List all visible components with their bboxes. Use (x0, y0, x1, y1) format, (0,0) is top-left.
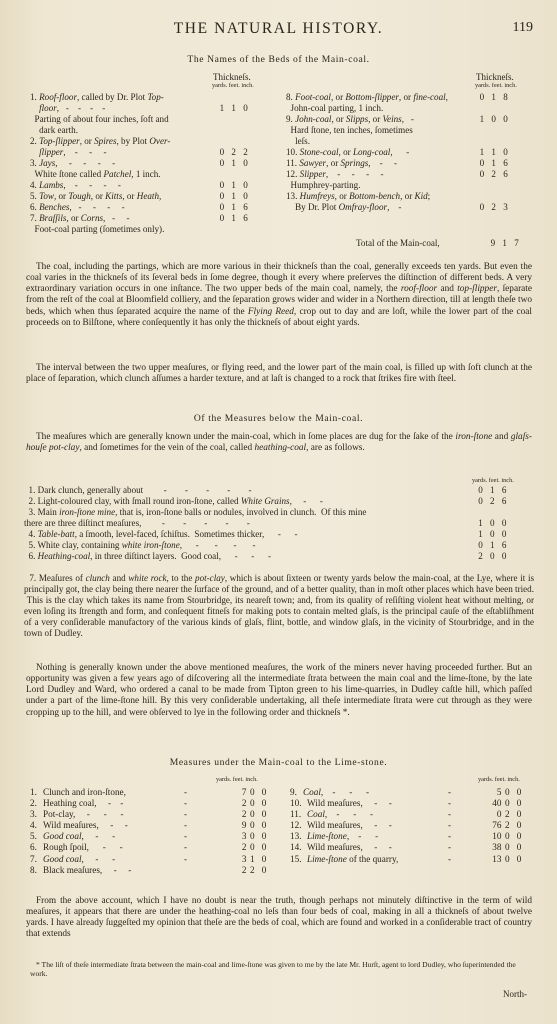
below-measure-7 (24, 573, 534, 639)
lime-right-thickness-part: 0 (505, 853, 510, 864)
lime-left-thickness-part: 2 (241, 798, 247, 809)
bed-right-entry-4-thickness-part: 1 (491, 147, 496, 157)
lime-right-thickness-part: 40 (492, 798, 502, 809)
below-measures-list (24, 485, 534, 562)
lime-left-thickness-part: 7 (241, 787, 247, 797)
below-measure-thickness-part: 6 (501, 496, 507, 507)
lime-right-row (290, 831, 535, 842)
lime-right-thickness-part: 0 (516, 809, 522, 820)
bed-right-entry-8-thickness (476, 202, 511, 213)
below-measure-thickness-part: 0 (490, 518, 495, 529)
below-measure-thickness (475, 496, 510, 507)
paragraph-canal-strata: Nothing is generally known under the above mentioned meaſures, the work of the miners never having proceeded further. But an opportunity was given a few years ago of diſcovering all the intermediate ſtrata between the main coal and the lime-ſtone, by the late Lord Dudley and Ward, who ordered a canal to be made from Tipton green to his lime-quarries, in Dudley caſtle hill, which paſſed under a part of the lime-ſtone hill. By this very conſiderable undertaking, all theſe intermediate ſtrata were cut through as they were cropping up to the hill, and were obſerved to lye in the following order and thickneſs *. (26, 663, 532, 718)
lime-right-row (290, 787, 535, 798)
lime-right-leader: - (448, 853, 452, 864)
below-measure-text: 3. Main iron-ſtone mine, that is, iron-ſtone balls or nodules, involved in clunch. Of this mine (24, 507, 367, 518)
lime-left-name: Rough ſpoil, - - (43, 842, 123, 853)
lime-left-thickness (228, 842, 270, 853)
bed-right-entry-2-thickness (476, 114, 511, 125)
bed-right-entry-4-thickness-part: 0 (503, 147, 508, 157)
paragraph-coal-thickness: The coal, including the partings, which are more various in their thickneſs than the coal, generally exceeds ten yards. But even the coal varies in the thickneſs of its ſeveral beds in ſome degree, though it every where preſerves the diſtinction of different beds. A very extraordinary variation occurs in one inſtance. The two upper beds of the main coal, namely, the roof-floor and top-ſlipper, ſeparate from the reſt of the coal at Bloomfield colliery, and the ſeparation grows wider and wider in a Northern direction, till at length theſe two beds, which when thus ſeparated acquire the name of the Flying Reed, crop out to day and are loſt, while the lower part of the coal proceeds on to Bilſtone, where conſequently it has only the thickneſs of about eight yards. (26, 262, 532, 328)
lime-right-thickness (483, 798, 525, 809)
lime-left-thickness-part: 0 (250, 809, 255, 820)
bed-left-entry-8-thickness-part: 0 (219, 213, 225, 223)
lime-right-thickness-part: 0 (496, 809, 502, 820)
bed-left-entry-5-thickness-part: 1 (231, 180, 236, 190)
bed-right-entry-4-thickness (476, 147, 511, 158)
lime-right-thickness-part: 2 (505, 809, 510, 820)
lime-units-left: yards. feet. inch. (216, 776, 258, 783)
beds-heading: The Names of the Beds of the Main-coal. (187, 54, 370, 65)
lime-right-leader: - (448, 842, 452, 853)
below-measure-row (24, 551, 534, 562)
bed-right-entry-6-thickness-part: 2 (491, 169, 496, 179)
below-measure-thickness-part: 0 (478, 496, 483, 507)
below-measure-thickness (475, 529, 510, 540)
bed-right-entry-4-thickness-part: 1 (479, 147, 485, 157)
beds-total-value (487, 238, 522, 249)
lime-left-number: 2. (30, 798, 37, 809)
lime-right-thickness-part: 0 (516, 820, 522, 831)
bed-left-entry-0-thickness-part: 0 (243, 103, 248, 113)
below-measure-thickness-part: 0 (490, 551, 495, 562)
beds-total-digits (487, 238, 522, 248)
bed-right-entry-0-thickness-part: 8 (503, 92, 508, 102)
bed-right-entry-3-line: Hard ſtone, ten inches, ſometimes (286, 125, 413, 135)
bed-left-entry-6-thickness-part: 1 (231, 191, 236, 201)
lime-left-thickness-part: 9 (241, 820, 247, 831)
lime-right-thickness-part: 13 (492, 853, 502, 864)
bed-left-entry-5-line: 4. Lambs, - - - - (30, 180, 121, 190)
lime-left-name: Wild meaſures, - - (43, 820, 128, 831)
below-measure-thickness-part: 0 (501, 518, 507, 529)
bed-left-entry-0-thickness-part: 1 (231, 103, 236, 113)
below-measure-row (24, 529, 534, 540)
lime-left-thickness-part: 0 (250, 820, 255, 831)
lime-left-leader: - (184, 798, 188, 809)
bed-right-entry-8-thickness-part: 0 (479, 202, 485, 212)
bed-left-entry-3-thickness-part: 0 (243, 158, 248, 168)
below-measure-thickness-part: 1 (478, 529, 483, 540)
lime-right-number: 11. (290, 809, 302, 820)
lime-right-number: 14. (290, 842, 302, 853)
below-measure-thickness-part: 6 (501, 540, 507, 551)
bed-right-entry-8-line: By Dr. Plot Omfray-floor, - (286, 202, 402, 212)
lime-right-name: Lime-ſtone, - - (307, 831, 379, 842)
lime-left-thickness-part: 0 (250, 787, 255, 797)
bed-left-entry-4-line: White ſtone called Patchel, 1 inch. (30, 169, 161, 179)
lime-left-thickness (228, 854, 270, 865)
bed-left-entry-8-thickness-part: 1 (231, 213, 236, 223)
below-measure-thickness (475, 551, 510, 562)
lime-right-name: Coal, - - - (303, 787, 370, 797)
beds-total-label: Total of the Main-coal, (356, 238, 440, 248)
lime-left-row (30, 865, 280, 876)
bed-right-entry-8-thickness-part: 2 (491, 202, 496, 212)
lime-left-thickness (228, 787, 270, 798)
lime-right-number: 13. (290, 831, 302, 842)
bed-left-entry-7-thickness-part: 0 (219, 202, 225, 212)
lime-right-thickness (483, 842, 525, 853)
running-head: THE NATURAL HISTORY. (173, 20, 384, 37)
lime-left-thickness-part: 0 (250, 831, 255, 842)
lime-list-left (30, 787, 280, 876)
lime-left-number: 1. (30, 787, 37, 797)
lime-right-thickness (483, 831, 525, 842)
below-intro: The meaſures which are generally known under the main-coal, which in ſome places are dug for the ſake of the iron-ſtone and glaſs-houſe pot-clay, and ſometimes for the vein of the coal, called heathing-coal, are as follows. (26, 432, 532, 454)
lime-right-thickness-part: 0 (516, 798, 522, 809)
bed-left-entry-3-thickness (216, 158, 251, 169)
lime-right-name: Lime-ſtone of the quarry, (307, 853, 399, 864)
below-measure-thickness-part: 0 (490, 529, 495, 540)
lime-left-row (30, 787, 280, 798)
lime-left-thickness-part: 0 (261, 853, 267, 864)
below-units: yards. feet. inch. (472, 477, 514, 484)
lime-left-name: Heathing coal, - - (43, 798, 124, 809)
lime-right-leader: - (448, 787, 452, 797)
bed-right-entry-4-line: 10. Stone-coal, or Long-coal, - (286, 147, 410, 157)
below-measure-row (24, 540, 534, 551)
lime-left-thickness-part: 0 (250, 842, 255, 853)
lime-left-thickness-part: 2 (241, 809, 247, 820)
bed-right-entry-5-thickness-part: 0 (479, 158, 485, 168)
below-measure-thickness-part: 0 (501, 529, 507, 540)
bed-left-entry-7-thickness-part: 6 (243, 202, 248, 212)
below-measure-thickness-part: 2 (490, 496, 495, 507)
lime-left-thickness-part: 0 (261, 798, 267, 809)
lime-right-thickness-part: 38 (492, 842, 502, 853)
lime-right-row (290, 842, 535, 853)
lime-right-thickness-part: 0 (516, 853, 522, 864)
bed-left-entry-2-thickness-part: 2 (231, 147, 236, 157)
bed-right-entry-2-thickness-part: 1 (479, 114, 485, 124)
lime-left-thickness-part: 0 (261, 809, 267, 820)
lime-right-thickness-part: 0 (516, 831, 522, 842)
below-measure-thickness-part: 6 (501, 485, 507, 495)
below-heading: Of the Measures below the Main-coal. (193, 413, 364, 424)
lime-left-row (30, 798, 280, 809)
lime-right-thickness (483, 820, 525, 831)
bed-left-entry-2-line: ſlipper, - - - (39, 147, 107, 157)
bed-left-entry-8-line: 7. Braſſils, or Corns, - - (30, 213, 130, 223)
lime-right-name: Wild meaſures, - - (307, 820, 392, 831)
lime-right-thickness-part: 0 (505, 798, 510, 809)
bed-left-entry-6-thickness-part: 0 (219, 191, 225, 201)
below-measure-text: 6. Heathing-coal, in three diſtinct layers. Good coal, - - - (24, 551, 271, 562)
lime-right-number: 15. (290, 853, 302, 864)
lime-left-thickness-part: 2 (241, 864, 247, 875)
bed-right-entry-3-line: leſs. (286, 136, 310, 146)
lime-left-row (30, 842, 280, 853)
bed-right-entry-8-thickness-part: 3 (503, 202, 508, 212)
bed-right-entry-0-thickness (476, 92, 511, 103)
bed-left-entry-7-thickness (216, 202, 251, 213)
lime-left-thickness (228, 831, 270, 842)
bed-left-entry-6-thickness (216, 191, 251, 202)
below-measure-text: 1. Dark clunch, generally about - - - - - (24, 485, 252, 495)
below-measure-7-text: 7. Meaſures of clunch and white rock, to the pot-clay, which is about ſixteen or twenty yards below the main-coal, at the Lye, where it is principally got, the clay being there nearer the ſurface of the ground, and of a better quality, than in moſt other places which have been tried. This is the clay which takes its name from Stourbridge, its neareſt town; and, from its quality of reſiſting violent heat without melting, or even loſing its ſtrength and form, and conſequent fitneſs for making pots to contain melted glaſs, is the principal cauſe of the eſtabliſhment of a very conſiderable manufactory of the various kinds of glaſs, flint, bottle, and window glaſs, in the vicinity of Stourbridge, and in the town of Dudley. (24, 573, 535, 639)
lime-right-thickness-part: 0 (505, 787, 510, 797)
beds-units-left: yards. feet. inch. (212, 82, 254, 89)
below-measure-text: 2. Light-coloured clay, with ſmall round iron-ſtone, called White Grains, - - (24, 496, 323, 507)
lime-left-thickness-part: 0 (261, 864, 267, 875)
bed-right-entry-0-thickness-part: 0 (479, 92, 485, 102)
footnote: * The liſt of theſe intermediate ſtrata between the main-coal and lime-ſtone was given to me by the late Mr. Hurſt, agent to lord Dudley, who ſuperintended the work. (30, 960, 516, 979)
bed-left-entry-2-thickness-part: 0 (219, 147, 225, 157)
below-measure-thickness-part: 2 (478, 551, 483, 562)
lime-right-thickness (483, 854, 525, 865)
lime-right-number: 10. (290, 798, 302, 809)
lime-right-thickness (483, 787, 525, 798)
lime-left-thickness-part: 0 (261, 820, 267, 831)
bed-left-entry-9-line: Foot-coal parting (ſometimes only). (30, 224, 165, 234)
lime-right-row (290, 854, 535, 865)
lime-left-thickness (228, 798, 270, 809)
lime-right-thickness-part: 0 (505, 842, 510, 853)
lime-left-number: 3. (30, 809, 37, 820)
bed-right-entry-0-thickness-part: 1 (491, 92, 496, 102)
bed-left-entry-8-thickness-part: 6 (243, 213, 248, 223)
lime-left-thickness-part: 0 (261, 842, 267, 853)
bed-left-entry-2-thickness (216, 147, 251, 158)
lime-right-row (290, 809, 535, 820)
bed-left-entry-5-thickness-part: 0 (219, 180, 225, 190)
lime-right-leader: - (448, 809, 452, 820)
below-measure-thickness-part: 0 (478, 540, 483, 551)
lime-left-thickness-part: 2 (250, 864, 255, 875)
bed-left-entry-0-line: floor, - - - - (39, 103, 106, 113)
beds-total-digits-part: 9 (490, 238, 496, 248)
bed-right-entry-5-thickness-part: 1 (491, 158, 496, 168)
lime-left-leader: - (184, 820, 188, 831)
below-measure-thickness-part: 1 (478, 518, 483, 529)
bed-left-entry-5-thickness (216, 180, 251, 191)
beds-thickness-header-left: Thickneſs. (213, 72, 251, 82)
bed-right-entry-5-thickness-part: 6 (503, 158, 508, 168)
lime-left-thickness-part: 2 (241, 842, 247, 853)
below-measure-thickness-part: 1 (490, 485, 495, 495)
below-measure-row (24, 507, 534, 518)
beds-units-right: yards. feet. inch. (475, 82, 517, 89)
bed-right-entry-2-thickness-part: 0 (491, 114, 496, 124)
bed-right-entry-5-thickness (476, 158, 511, 169)
bed-right-entry-1-line: John-coal parting, 1 inch. (286, 103, 384, 113)
lime-left-thickness-part: 0 (261, 831, 267, 842)
bed-right-entry-6-thickness (476, 169, 511, 180)
bed-right-entry-2-line: 9. John-coal, or Slipps, or Veins, - (286, 114, 414, 124)
lime-list-right (290, 787, 535, 865)
lime-right-thickness-part: 2 (505, 820, 510, 831)
bed-left-entry-0-thickness-part: 1 (219, 103, 225, 113)
lime-left-row (30, 820, 280, 831)
lime-left-number: 4. (30, 820, 37, 831)
lime-left-name: Clunch and iron-ſtone, (43, 787, 126, 797)
lime-right-thickness (483, 809, 525, 820)
lime-left-thickness-part: 3 (241, 831, 247, 842)
bed-left-entry-3-thickness-part: 0 (219, 158, 225, 168)
lime-right-number: 9. (290, 787, 297, 797)
bed-right-entry-6-line: 12. Slipper, - - - - (286, 169, 384, 179)
bed-left-entry-6-line: 5. Tow, or Tough, or Kitts, or Heath, (30, 191, 162, 201)
below-measure-thickness (475, 485, 510, 496)
bed-right-entry-6-thickness-part: 6 (503, 169, 508, 179)
lime-units-right: yards. feet. inch. (478, 776, 520, 783)
lime-left-thickness-part: 0 (261, 787, 267, 797)
below-measure-thickness-part: 1 (490, 540, 495, 551)
paragraph-flying-reed-interval: The interval between the two upper meaſures, or flying reed, and the lower part of the main coal, is filled up with ſoft clunch at the place of ſeparation, which clunch aſſumes a harder texture, and at laſt is changed to a rock that ſtrikes fire with ſteel. (26, 363, 532, 385)
lime-left-row (30, 831, 280, 842)
bed-left-entry-7-thickness-part: 1 (231, 202, 236, 212)
lime-right-thickness-part: 10 (492, 831, 502, 842)
bed-right-entry-7-line: Humphrey-parting. (286, 180, 361, 190)
lime-left-name: Black meaſures, - - (43, 864, 132, 875)
page-number: 119 (512, 20, 533, 35)
lime-right-name: Coal, - - - (307, 809, 374, 820)
lime-left-leader: - (184, 831, 188, 842)
bed-left-entry-3-thickness-part: 1 (231, 158, 236, 168)
lime-right-number: 12. (290, 820, 302, 831)
lime-right-thickness-part: 0 (516, 842, 522, 853)
lime-left-leader: - (184, 842, 188, 853)
lime-left-name: Good coal, - - (43, 853, 116, 864)
below-measure-thickness (475, 518, 510, 529)
lime-left-number: 5. (30, 831, 37, 842)
lime-left-name: Good coal, - - (43, 831, 116, 842)
bed-left-entry-2-thickness-part: 2 (243, 147, 248, 157)
bed-left-entry-1-line: dark earth. (30, 125, 78, 135)
beds-total-digits-part: 7 (514, 238, 519, 248)
lime-left-number: 6. (30, 842, 37, 853)
lime-left-thickness (228, 809, 270, 820)
lime-right-leader: - (448, 820, 452, 831)
paragraph-conclusion: From the above account, which I have no doubt is near the truth, though perhaps not minutely diſtinctive in the term of wild meaſures, it appears that there are under the heathing-coal no leſs than four beds of coal, making in all a thickneſs of about twelve yards. I have already ſuggeſted my opinion that theſe are the beds of coal, which are found and worked in a conſiderable tract of country that extends (26, 896, 532, 940)
beds-thickness-header-right: Thickneſs. (476, 72, 514, 82)
lime-right-row (290, 798, 535, 809)
lime-left-thickness (228, 820, 270, 831)
lime-right-leader: - (448, 831, 452, 842)
lime-right-thickness-part: 5 (496, 787, 502, 797)
below-measure-thickness-part: 0 (501, 551, 507, 562)
bed-left-entry-5-thickness-part: 0 (243, 180, 248, 190)
lime-right-leader: - (448, 798, 452, 809)
lime-left-row (30, 809, 280, 820)
catchword: North- (503, 989, 527, 999)
bed-left-entry-2-line: 2. Top-ſlipper, or Spires, by Plot Over- (30, 136, 171, 146)
bed-right-entry-6-thickness-part: 0 (479, 169, 485, 179)
lime-left-leader: - (184, 809, 188, 820)
bed-left-entry-7-line: 6. Benches, - - - - (30, 202, 125, 212)
lime-right-thickness-part: 0 (505, 831, 510, 842)
lime-right-name: Wild meaſures, - - (307, 798, 392, 809)
bed-right-entry-8-line: 13. Humfreys, or Bottom-bench, or Kid; (286, 191, 431, 201)
bed-left-entry-6-thickness-part: 0 (243, 191, 248, 201)
below-measure-thickness (475, 540, 510, 551)
bed-left-entry-0-thickness (216, 103, 251, 114)
below-measure-row (24, 518, 534, 529)
bed-right-entry-2-thickness-part: 0 (503, 114, 508, 124)
lime-left-thickness (228, 865, 270, 876)
bed-left-entry-8-thickness (216, 213, 251, 224)
lime-left-number: 8. (30, 864, 37, 875)
bed-left-entry-3-line: 3. Jays, - - - - (30, 158, 116, 168)
below-measure-thickness-part: 0 (478, 485, 483, 495)
lime-left-number: 7. (30, 853, 37, 864)
below-measure-text: there are three diſtinct meaſures, - - - - - (24, 518, 250, 529)
lime-heading: Measures under the Main-coal to the Lime-stone. (169, 757, 388, 768)
lime-right-row (290, 820, 535, 831)
lime-left-thickness-part: 3 (241, 853, 247, 864)
lime-left-row (30, 854, 280, 865)
lime-right-thickness-part: 0 (516, 787, 522, 797)
lime-left-thickness-part: 1 (250, 853, 255, 864)
lime-left-leader: - (184, 787, 188, 797)
bed-left-entry-1-line: Parting of about four inches, ſoft and (30, 114, 169, 124)
bed-right-entry-5-line: 11. Sawyer, or Springs, - - (286, 158, 398, 168)
below-measure-text: 4. Table-batt, a ſmooth, level-faced, ſchiſtus. Sometimes thicker, - - (24, 529, 298, 540)
lime-left-thickness-part: 0 (250, 798, 255, 809)
beds-total-digits-part: 1 (502, 238, 507, 248)
lime-left-name: Pot-clay, - - - (43, 809, 124, 820)
below-measure-text: 5. White clay, containing white iron-ſtone, - - - - (24, 540, 256, 551)
lime-right-thickness-part: 76 (492, 820, 502, 831)
below-measure-row (24, 496, 534, 507)
bed-left-entry-0-line: 1. Roof-floor, called by Dr. Plot Top- (30, 92, 164, 102)
bed-right-entry-0-line: 8. Foot-coal, or Bottom-ſlipper, or fine-coal, (286, 92, 448, 102)
lime-right-name: Wild meaſures, - - (307, 842, 392, 853)
below-measure-row (24, 485, 534, 496)
lime-left-leader: - (184, 853, 188, 864)
